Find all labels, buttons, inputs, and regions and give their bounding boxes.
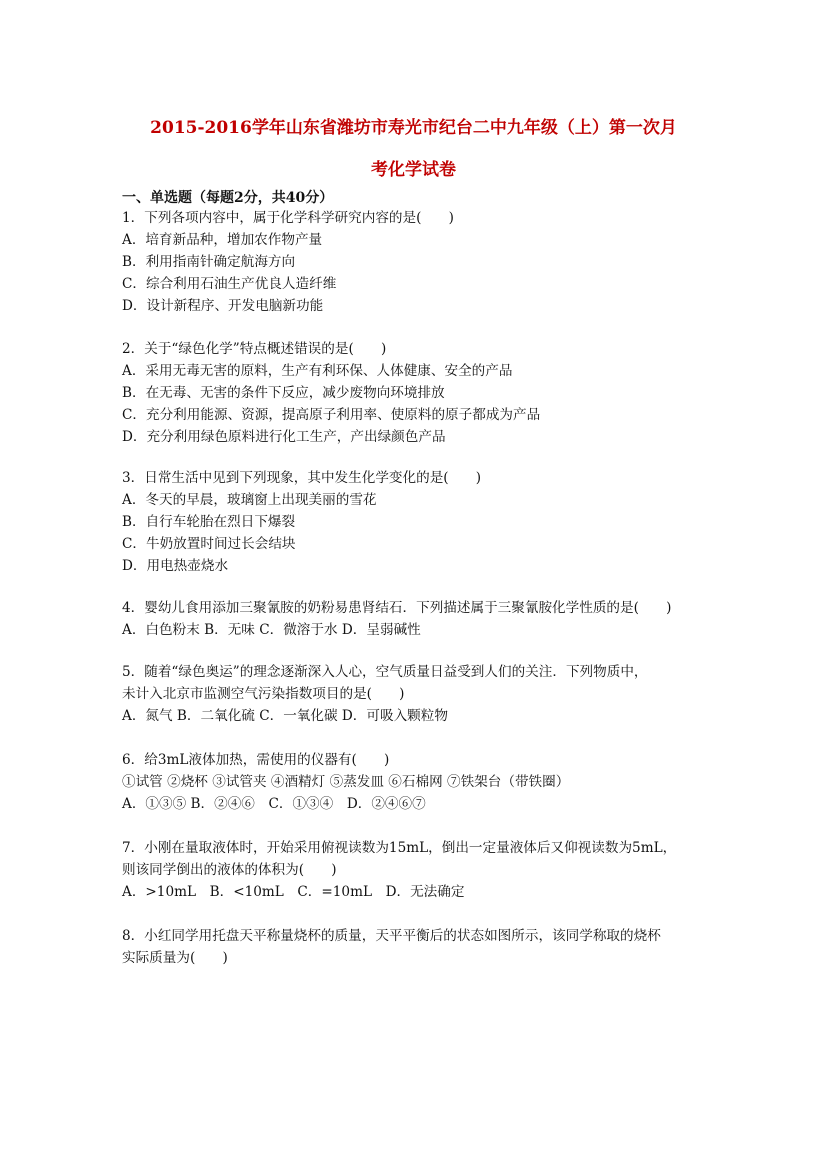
answer-option: A．采用无毒无害的原料，生产有利环保、人体健康、安全的产品 <box>122 363 513 379</box>
question-7 <box>122 837 722 903</box>
question-stem-line: 5．随着“绿色奥运”的理念逐渐深入人心，空气质量日益受到人们的关注．下列物质中， <box>122 664 648 680</box>
question-stem-line: 则该同学倒出的液体的体积为( ) <box>122 862 337 878</box>
question-2 <box>122 338 722 448</box>
title-line-2: 考化学试卷 <box>371 160 456 180</box>
question-3 <box>122 467 722 577</box>
answer-option: C．充分利用能源、资源，提高原子利用率、使原料的原子都成为产品 <box>122 407 541 423</box>
question-stem-line: 4．婴幼儿食用添加三聚氰胺的奶粉易患肾结石．下列描述属于三聚氰胺化学性质的是( ) <box>122 600 672 616</box>
question-stem-line: 未计入北京市监测空气污染指数项目的是( ) <box>122 686 405 702</box>
answer-option: D．设计新程序、开发电脑新功能 <box>122 298 324 314</box>
question-stem-line: 2．关于“绿色化学”特点概述错误的是( ) <box>122 341 387 357</box>
question-stem-line: 8．小红同学用托盘天平称量烧杯的质量，天平平衡后的状态如图所示，该同学称取的烧杯 <box>122 928 661 944</box>
answer-option: A．>10mL B．<10mL C．=10mL D．无法确定 <box>122 884 465 900</box>
answer-option: A．白色粉末 B．无味 C．微溶于水 D．呈弱碱性 <box>122 622 421 638</box>
question-stem-line: 7．小刚在量取液体时，开始采用俯视读数为15mL，倒出一定量液体后又仰视读数为5mL， <box>122 840 677 856</box>
answer-option: D．用电热壶烧水 <box>122 558 229 574</box>
answer-option: D．充分利用绿色原料进行化工生产，产出绿颜色产品 <box>122 429 446 445</box>
question-5 <box>122 661 722 727</box>
answer-option: A．培育新品种，增加农作物产量 <box>122 232 323 248</box>
question-stem-line: 3．日常生活中见到下列现象，其中发生化学变化的是( ) <box>122 470 482 486</box>
answer-option: A．冬天的早晨，玻璃窗上出现美丽的雪花 <box>122 492 377 508</box>
answer-option: B．利用指南针确定航海方向 <box>122 254 296 270</box>
question-stem-line: 1．下列各项内容中，属于化学科学研究内容的是( ) <box>122 210 454 226</box>
question-4 <box>122 597 722 641</box>
answer-option: B．在无毒、无害的条件下反应，减少废物向环境排放 <box>122 385 445 401</box>
question-stem-line: 6．给3mL液体加热，需使用的仪器有( ) <box>122 752 390 768</box>
question-6 <box>122 749 722 815</box>
title-line-1: 2015-2016学年山东省潍坊市寿光市纪台二中九年级（上）第一次月 <box>150 118 677 138</box>
question-1 <box>122 207 722 317</box>
answer-option: C．综合利用石油生产优良人造纤维 <box>122 276 337 292</box>
section-heading: 一、单选题（每题2分，共40分） <box>122 190 334 206</box>
question-stem-line: ①试管 ②烧杯 ③试管夹 ④酒精灯 ⑤蒸发皿 ⑥石棉网 ⑦铁架台（带铁圈） <box>122 774 570 790</box>
answer-option: A．①③⑤ B．②④⑥ C．①③④ D．②④⑥⑦ <box>122 796 426 812</box>
answer-option: A．氮气 B．二氧化硫 C．一氧化碳 D．可吸入颗粒物 <box>122 708 448 724</box>
question-8 <box>122 925 722 969</box>
answer-option: B．自行车轮胎在烈日下爆裂 <box>122 514 296 530</box>
answer-option: C．牛奶放置时间过长会结块 <box>122 536 296 552</box>
question-stem-line: 实际质量为( ) <box>122 950 228 966</box>
